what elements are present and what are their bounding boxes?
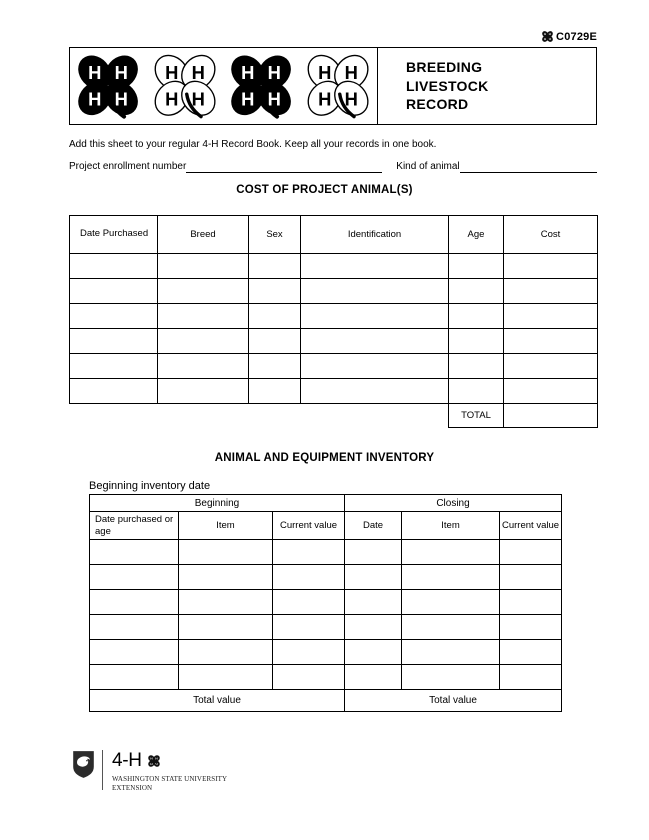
four-h-clover-icon [225, 52, 301, 120]
cell-close-date[interactable] [345, 565, 402, 590]
four-h-clover-icon [302, 52, 378, 120]
header-banner [69, 47, 597, 125]
beginning-inventory-date-label: Beginning inventory date [89, 480, 211, 492]
cell-breed[interactable] [158, 329, 249, 354]
svg-text:H: H [548, 32, 551, 37]
cell-close-date[interactable] [345, 640, 402, 665]
cell-identification[interactable] [301, 279, 449, 304]
cell-close-value[interactable] [500, 540, 562, 565]
cell-begin-date[interactable] [90, 665, 179, 690]
cell-sex[interactable] [249, 279, 301, 304]
cell-close-value[interactable] [500, 665, 562, 690]
cell-sex[interactable] [249, 329, 301, 354]
cell-close-date[interactable] [345, 615, 402, 640]
four-h-clover-icon [149, 52, 225, 120]
cell-breed[interactable] [158, 379, 249, 404]
footer-organization [112, 775, 227, 794]
instruction-text: Add this sheet to your regular 4-H Record Book. Keep all your records in one book. [69, 139, 437, 150]
table-row [90, 565, 562, 590]
page-title-line-2: LIVESTOCK [406, 77, 489, 94]
table-row [90, 540, 562, 565]
cell-close-date[interactable] [345, 665, 402, 690]
svg-text:H: H [155, 756, 158, 761]
project-enrollment-input[interactable] [186, 160, 382, 173]
total-row [90, 690, 562, 712]
clover-icon [147, 754, 161, 768]
cell-age[interactable] [449, 279, 504, 304]
cell-cost[interactable] [504, 329, 598, 354]
document-code-text: C0729E [556, 30, 597, 43]
cell-begin-date[interactable] [90, 590, 179, 615]
col-header-begin-current-value: Current value [273, 512, 345, 540]
cell-begin-value[interactable] [273, 540, 345, 565]
cell-cost[interactable] [504, 379, 598, 404]
inventory-section-title: ANIMAL AND EQUIPMENT INVENTORY [214, 452, 435, 464]
cell-sex[interactable] [249, 354, 301, 379]
table-header-row [70, 216, 598, 254]
table-row [90, 640, 562, 665]
total-spacer [249, 404, 301, 428]
svg-text:H: H [241, 62, 255, 84]
svg-text:H: H [317, 62, 331, 84]
cell-date-purchased[interactable] [70, 279, 158, 304]
cell-begin-date[interactable] [90, 565, 179, 590]
cell-age[interactable] [449, 329, 504, 354]
cell-sex[interactable] [249, 304, 301, 329]
svg-text:H: H [267, 62, 281, 84]
col-header-close-date: Date [345, 512, 402, 540]
four-h-clover-icon [72, 52, 148, 120]
cell-breed[interactable] [158, 254, 249, 279]
total-value-cell[interactable] [504, 404, 598, 428]
cost-of-project-animals-table [69, 215, 598, 428]
svg-text:H: H [317, 88, 331, 110]
cell-begin-item[interactable] [179, 565, 273, 590]
animal-equipment-inventory-table [89, 494, 562, 712]
col-header-date-purchased: Date Purchased [70, 216, 158, 254]
form-fields-row [69, 160, 597, 173]
footer-brand-text: 4-H [112, 750, 142, 771]
svg-text:H: H [544, 37, 547, 42]
cell-begin-item[interactable] [179, 540, 273, 565]
cell-close-item[interactable] [402, 590, 500, 615]
svg-text:H: H [344, 62, 358, 84]
cell-identification[interactable] [301, 254, 449, 279]
col-header-age: Age [449, 216, 504, 254]
cell-breed[interactable] [158, 279, 249, 304]
footer-brand [112, 751, 227, 770]
kind-of-animal-label: Kind of animal [396, 161, 460, 172]
cell-begin-date[interactable] [90, 540, 179, 565]
cell-begin-date[interactable] [90, 615, 179, 640]
cell-close-value[interactable] [500, 565, 562, 590]
cell-date-purchased[interactable] [70, 354, 158, 379]
cell-close-item[interactable] [402, 565, 500, 590]
cell-close-date[interactable] [345, 540, 402, 565]
svg-text:H: H [150, 756, 153, 761]
group-header-closing: Closing [345, 495, 562, 512]
footer-text-block [112, 750, 227, 794]
svg-text:H: H [548, 37, 551, 42]
cell-sex[interactable] [249, 254, 301, 279]
cell-cost[interactable] [504, 279, 598, 304]
table-row [70, 379, 598, 404]
svg-text:H: H [241, 88, 255, 110]
cell-begin-value[interactable] [273, 565, 345, 590]
total-spacer [301, 404, 449, 428]
footer-logo-block [72, 750, 227, 794]
cell-cost[interactable] [504, 354, 598, 379]
total-spacer [158, 404, 249, 428]
cell-identification[interactable] [301, 379, 449, 404]
svg-text:H: H [150, 761, 153, 766]
cell-cost[interactable] [504, 304, 598, 329]
total-spacer [70, 404, 158, 428]
table-row [70, 254, 598, 279]
table-row [90, 590, 562, 615]
page-title [378, 48, 596, 124]
cell-begin-item[interactable] [179, 640, 273, 665]
footer-org-line-1: WASHINGTON STATE UNIVERSITY [112, 775, 228, 783]
svg-text:H: H [267, 88, 281, 110]
cell-age[interactable] [449, 304, 504, 329]
table-row [90, 615, 562, 640]
cell-begin-item[interactable] [179, 590, 273, 615]
cell-begin-value[interactable] [273, 615, 345, 640]
page-title-line-1: BREEDING [406, 59, 483, 76]
total-value-closing: Total value [345, 690, 562, 712]
svg-text:H: H [164, 88, 178, 110]
header-clover-group [70, 48, 378, 124]
cell-breed[interactable] [158, 304, 249, 329]
cell-date-purchased[interactable] [70, 329, 158, 354]
cell-close-value[interactable] [500, 615, 562, 640]
cell-begin-value[interactable] [273, 665, 345, 690]
svg-text:H: H [114, 62, 128, 84]
wsu-cougar-shield-icon [72, 750, 95, 779]
cell-date-purchased[interactable] [70, 379, 158, 404]
cell-identification[interactable] [301, 354, 449, 379]
col-header-breed: Breed [158, 216, 249, 254]
total-row [70, 404, 598, 428]
group-header-beginning: Beginning [90, 495, 345, 512]
cell-begin-date[interactable] [90, 640, 179, 665]
cell-breed[interactable] [158, 354, 249, 379]
footer-divider [102, 750, 103, 790]
col-header-cost: Cost [504, 216, 598, 254]
col-header-begin-item: Item [179, 512, 273, 540]
cell-begin-value[interactable] [273, 590, 345, 615]
cell-begin-value[interactable] [273, 640, 345, 665]
cost-section-title: COST OF PROJECT ANIMAL(S) [236, 184, 413, 196]
svg-text:H: H [191, 88, 205, 110]
clover-icon [541, 30, 554, 43]
svg-text:H: H [544, 32, 547, 37]
svg-text:H: H [155, 761, 158, 766]
table-group-header-row [90, 495, 562, 512]
cell-close-item[interactable] [402, 640, 500, 665]
svg-text:H: H [344, 88, 358, 110]
col-header-sex: Sex [249, 216, 301, 254]
table-row [70, 329, 598, 354]
col-header-close-item: Item [402, 512, 500, 540]
project-enrollment-label: Project enrollment number [69, 161, 187, 172]
cell-begin-item[interactable] [179, 615, 273, 640]
table-row [90, 665, 562, 690]
cell-sex[interactable] [249, 379, 301, 404]
document-code [541, 30, 597, 43]
svg-text:H: H [88, 62, 102, 84]
table-row [70, 304, 598, 329]
cell-close-value[interactable] [500, 640, 562, 665]
svg-text:H: H [191, 62, 205, 84]
svg-text:H: H [164, 62, 178, 84]
table-row [70, 279, 598, 304]
cell-begin-item[interactable] [179, 665, 273, 690]
cell-date-purchased[interactable] [70, 254, 158, 279]
svg-text:H: H [114, 88, 128, 110]
cell-close-item[interactable] [402, 540, 500, 565]
total-value-beginning: Total value [90, 690, 345, 712]
cell-age[interactable] [449, 254, 504, 279]
cell-close-value[interactable] [500, 590, 562, 615]
kind-of-animal-input[interactable] [460, 160, 597, 173]
cell-identification[interactable] [301, 329, 449, 354]
cell-cost[interactable] [504, 254, 598, 279]
cell-date-purchased[interactable] [70, 304, 158, 329]
cell-identification[interactable] [301, 304, 449, 329]
cell-close-item[interactable] [402, 665, 500, 690]
cell-close-item[interactable] [402, 615, 500, 640]
cell-age[interactable] [449, 379, 504, 404]
total-label: TOTAL [449, 404, 504, 428]
footer-org-line-2: EXTENSION [112, 784, 153, 793]
svg-text:H: H [88, 88, 102, 110]
page-title-line-3: RECORD [406, 96, 469, 113]
col-header-begin-date-purchased: Date purchased or age [90, 512, 179, 540]
cell-close-date[interactable] [345, 590, 402, 615]
col-header-close-current-value: Current value [500, 512, 562, 540]
table-row [70, 354, 598, 379]
col-header-identification: Identification [301, 216, 449, 254]
table-header-row [90, 512, 562, 540]
cell-age[interactable] [449, 354, 504, 379]
